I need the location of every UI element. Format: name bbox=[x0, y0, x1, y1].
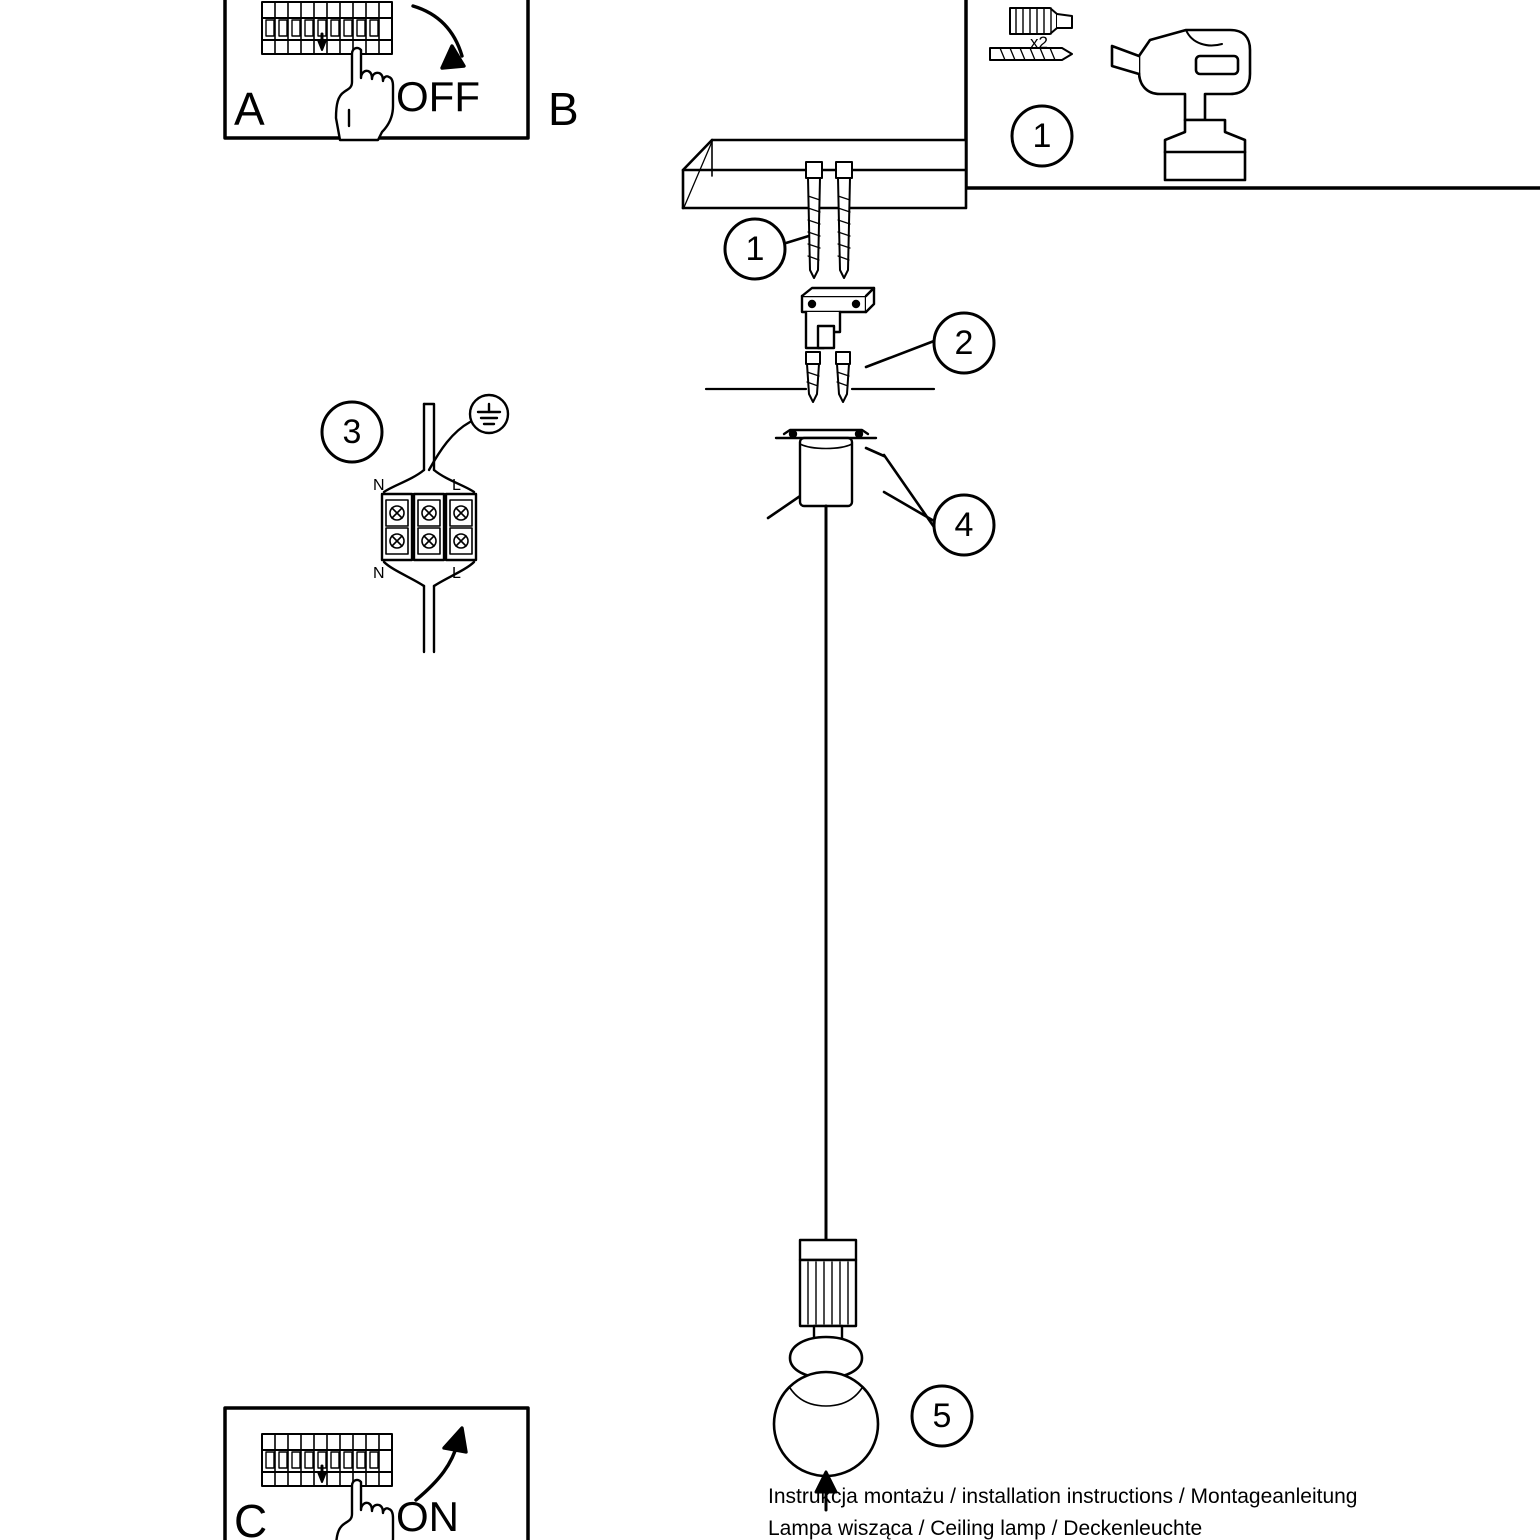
earth-ground-icon bbox=[470, 395, 508, 433]
ceiling-slab bbox=[683, 140, 966, 208]
terminal-label-l-top: L bbox=[452, 477, 461, 494]
step-number-3: 3 bbox=[342, 413, 362, 451]
terminal-block-assembly bbox=[382, 395, 508, 652]
step-bubbles bbox=[322, 106, 1072, 1446]
tools-quantity-label: x2 bbox=[1030, 33, 1048, 52]
panel-a-letter: A bbox=[234, 83, 265, 135]
lamp-holder bbox=[800, 1240, 856, 1340]
panel-c-state-label: ON bbox=[396, 1493, 459, 1540]
panel-a-state-label: OFF bbox=[396, 73, 480, 120]
terminal-label-n-top: N bbox=[373, 477, 385, 494]
bracket-screws bbox=[806, 352, 850, 402]
terminal-label-n-bottom: N bbox=[373, 565, 385, 582]
panel-c-letter: C bbox=[234, 1495, 268, 1540]
breaker-bank-c bbox=[262, 1434, 392, 1486]
hand-icon-c bbox=[336, 1480, 393, 1540]
footer-line-1: Instrukcja montażu / installation instructions / Montageanleitung bbox=[768, 1485, 1358, 1508]
footer-line-2: Lampa wisząca / Ceiling lamp / Deckenleuchte bbox=[768, 1517, 1203, 1540]
step-number-5: 5 bbox=[932, 1397, 952, 1435]
panel-b-letter: B bbox=[548, 83, 579, 135]
breaker-bank-a bbox=[262, 2, 392, 54]
wall-plug-icon bbox=[1010, 8, 1072, 34]
arrow-off bbox=[413, 6, 464, 68]
drill-icon bbox=[1112, 30, 1250, 180]
step-number-2: 2 bbox=[954, 324, 974, 362]
hand-icon-a bbox=[336, 48, 393, 140]
arrow-on bbox=[416, 1428, 466, 1500]
step-number-4: 4 bbox=[954, 506, 974, 544]
canopy-cover bbox=[776, 430, 876, 506]
terminal-label-l-bottom: L bbox=[452, 565, 461, 582]
glass-globe-shade bbox=[774, 1337, 878, 1476]
step-number-1-tools: 1 bbox=[1032, 117, 1052, 155]
mounting-bracket bbox=[802, 288, 874, 348]
step-number-1-ceiling: 1 bbox=[745, 230, 765, 268]
